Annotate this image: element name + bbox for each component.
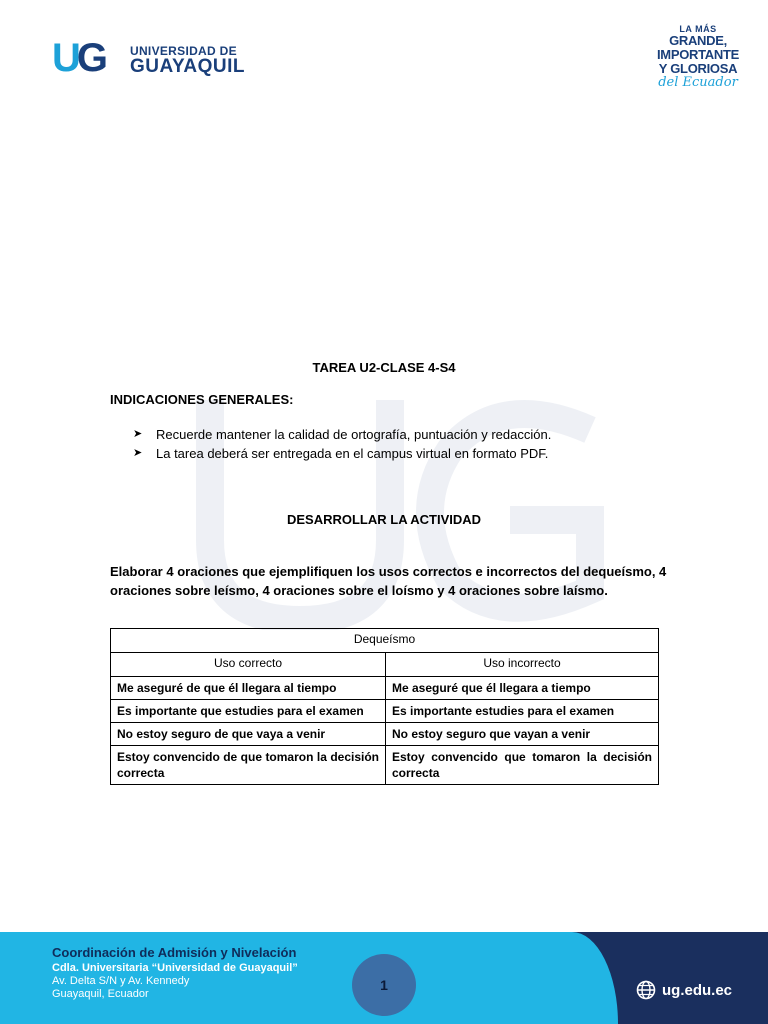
document-title: TAREA U2-CLASE 4-S4 (312, 360, 456, 375)
column-header-incorrect: Uso incorrecto (386, 653, 659, 677)
slogan-logo (648, 24, 748, 90)
bullet-list (133, 425, 551, 463)
indications-heading: INDICACIONES GENERALES: (110, 392, 294, 407)
dequeismo-table (110, 628, 659, 785)
website-link[interactable] (636, 980, 732, 1000)
arrow-bullet-icon: ➤ (133, 428, 143, 440)
slogan-line2: IMPORTANTE (657, 47, 739, 62)
bullet-text: Recuerde mantener la calidad de ortografía, puntuación y redacción. (156, 427, 552, 442)
logo-text-line2: GUAYAQUIL (130, 56, 246, 77)
slogan-script: del Ecuador (658, 75, 738, 90)
globe-icon (636, 980, 656, 1000)
activity-instruction: Elaborar 4 oraciones que ejemplifiquen los usos correctos e incorrectos del dequeísmo, 4 oraciones sobre leísmo, 4 oraciones sobre el loísmo y 4 oraciones sobre laísmo. (110, 564, 667, 598)
column-header-correct: Uso correcto (111, 653, 386, 677)
table-title: Dequeísmo (111, 629, 659, 653)
footer-office: Coordinación de Admisión y Nivelación (52, 945, 297, 960)
logo-text-line1: UNIVERSIDAD DE (130, 44, 237, 58)
page-number-badge: 1 (352, 954, 416, 1016)
table-row (111, 677, 659, 700)
cell-correct: Es importante que estudies para el examen (111, 700, 386, 723)
table-row (111, 723, 659, 746)
table-row (111, 746, 659, 785)
cell-correct: No estoy seguro de que vaya a venir (111, 723, 386, 746)
cell-incorrect: Estoy convencido que tomaron la decisión correcta (386, 746, 659, 785)
website-text: ug.edu.ec (662, 981, 733, 999)
list-item (133, 444, 551, 463)
footer-campus: Cdla. Universitaria “Universidad de Guayaquil” (52, 962, 298, 974)
cell-correct: Estoy convencido de que tomaron la decisión correcta (111, 746, 386, 785)
cell-incorrect: Me aseguré que él llegara a tiempo (386, 677, 659, 700)
university-logo (52, 38, 252, 80)
slogan-line3: Y GLORIOSA (658, 61, 738, 76)
slogan-top: LA MÁS (679, 24, 717, 34)
list-item (133, 425, 551, 444)
activity-heading: DESARROLLAR LA ACTIVIDAD (286, 512, 482, 527)
table-row (111, 700, 659, 723)
bullet-text: La tarea deberá ser entregada en el campus virtual en formato PDF. (156, 446, 549, 461)
footer-address: Av. Delta S/N y Av. Kennedy (52, 975, 190, 987)
slogan-line1: GRANDE, (669, 33, 727, 48)
footer-city: Guayaquil, Ecuador (52, 988, 149, 1000)
ug-logo-mark: UG (52, 36, 105, 80)
arrow-bullet-icon: ➤ (133, 447, 143, 459)
cell-incorrect: No estoy seguro que vayan a venir (386, 723, 659, 746)
cell-incorrect: Es importante estudies para el examen (386, 700, 659, 723)
cell-correct: Me aseguré de que él llegara al tiempo (111, 677, 386, 700)
